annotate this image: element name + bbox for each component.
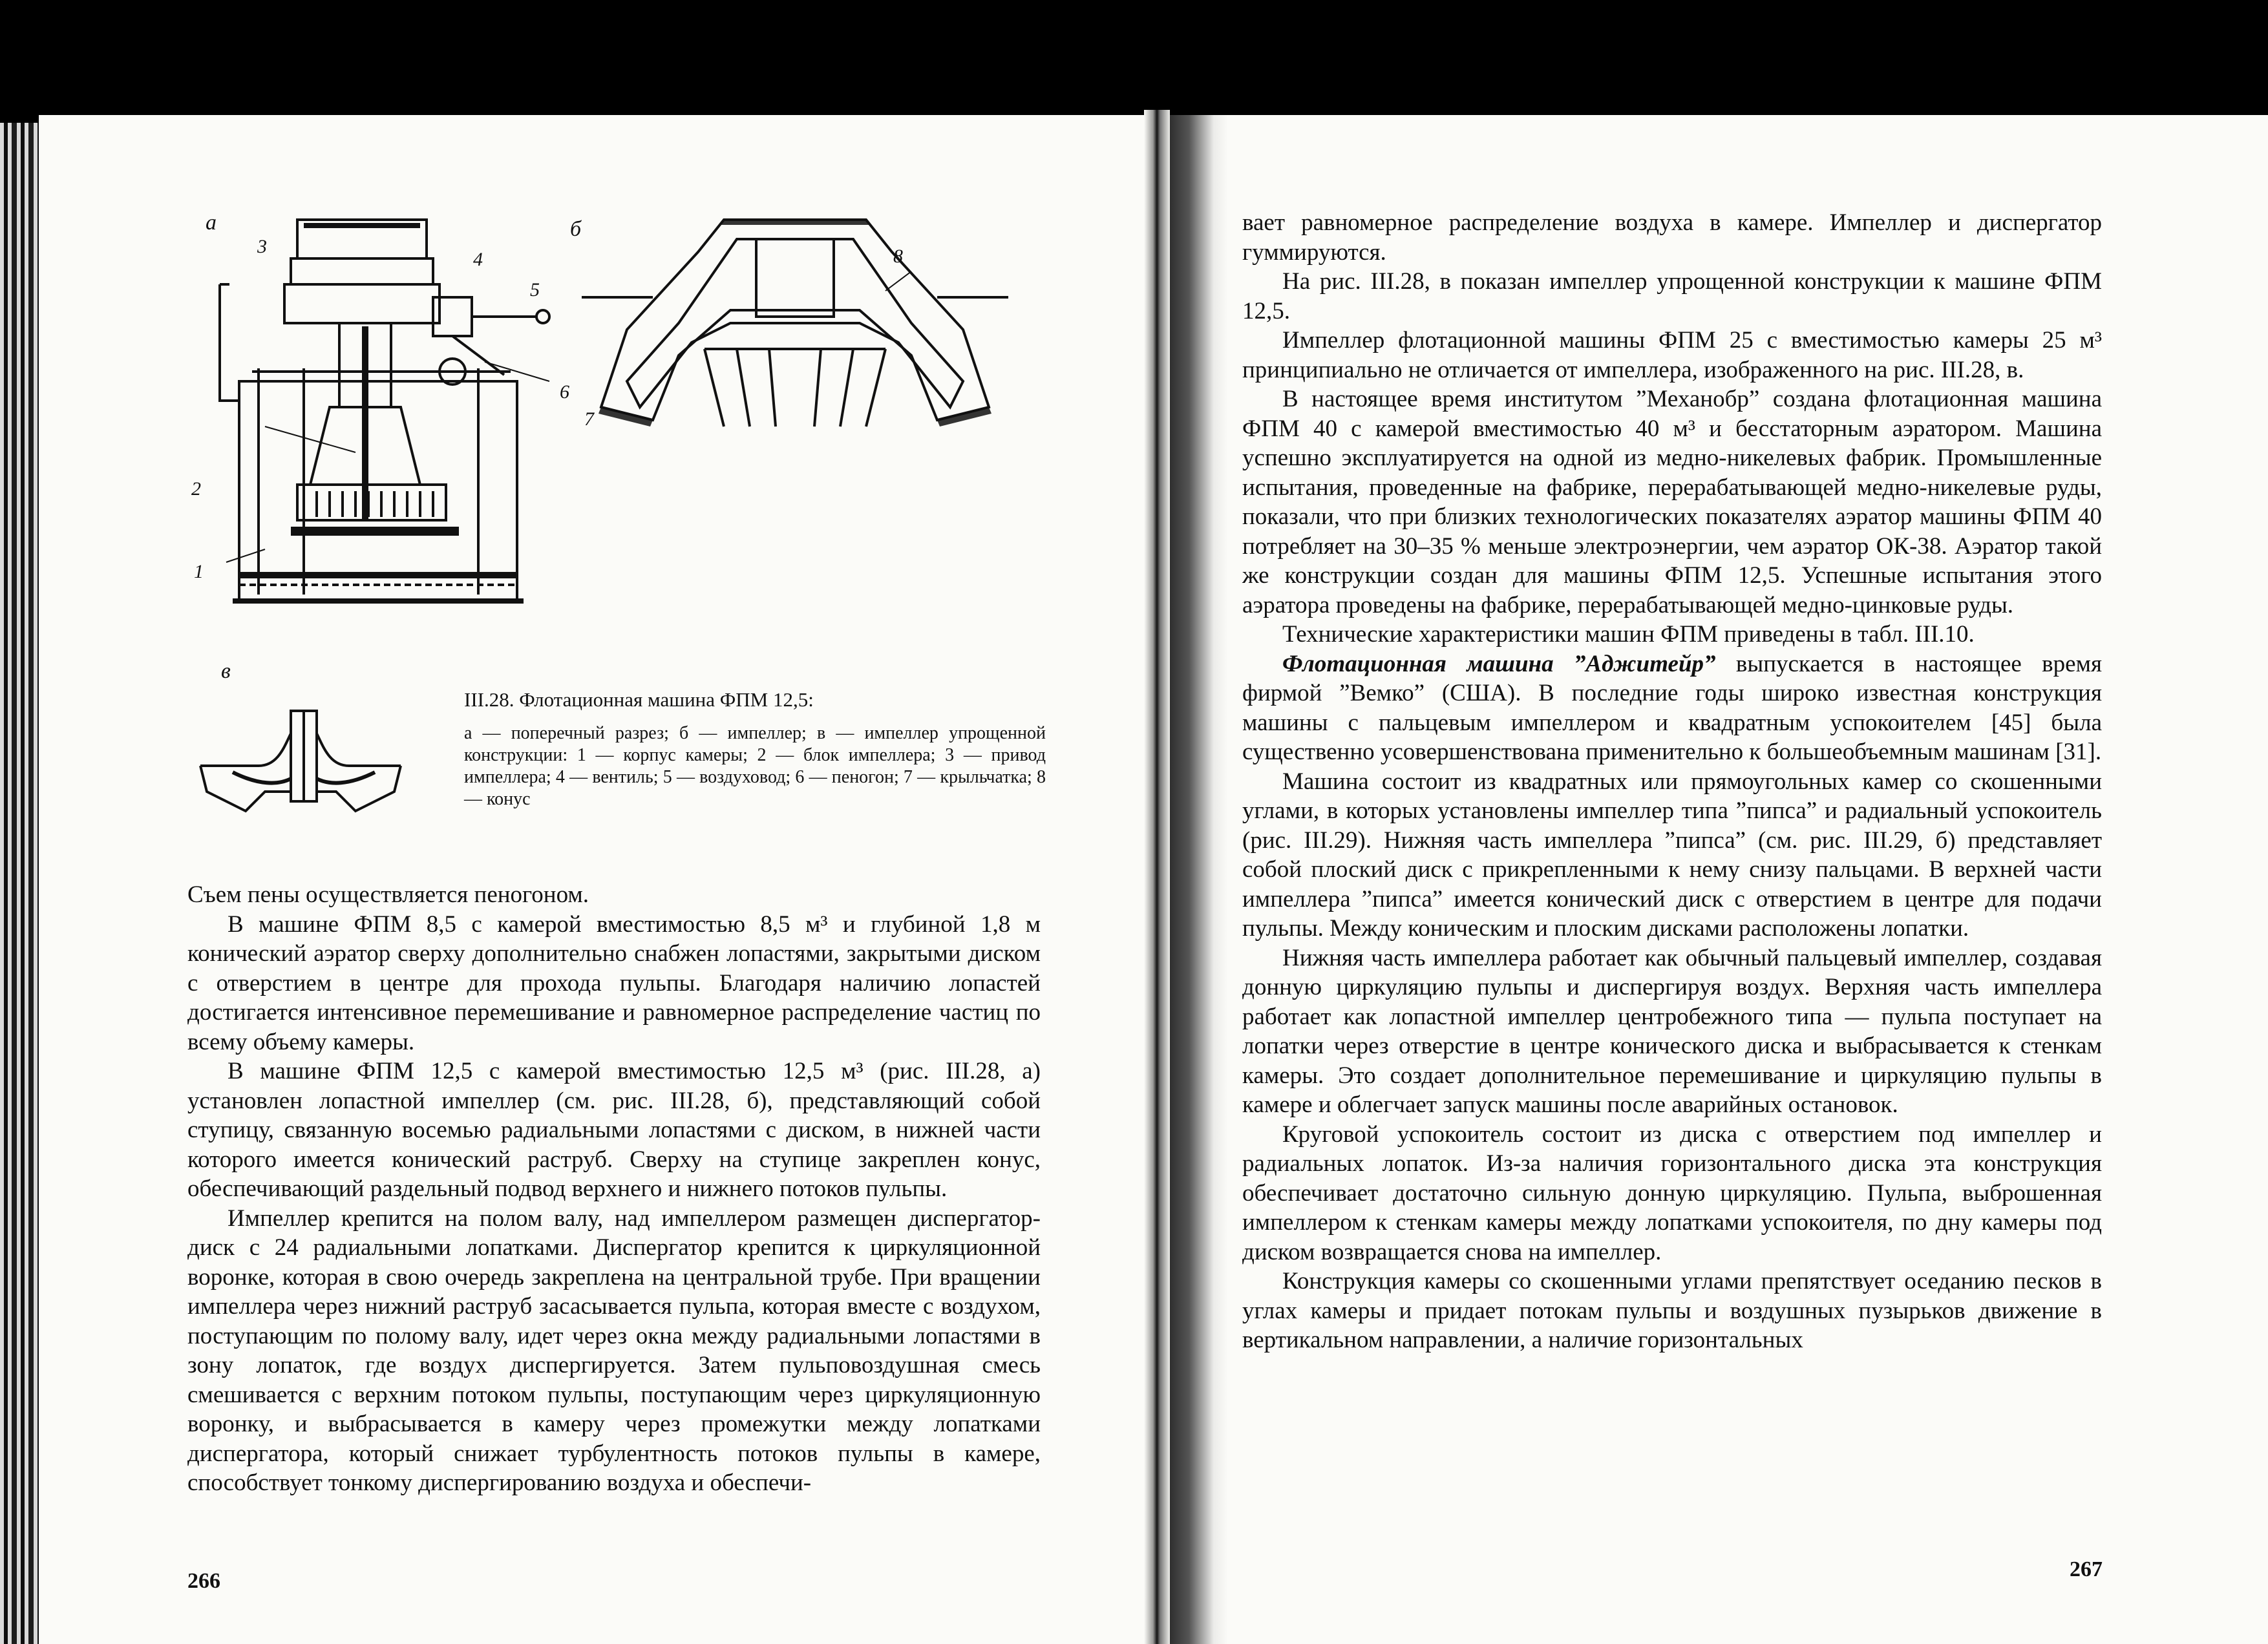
part-label-8: 8: [893, 246, 903, 267]
part-label-1: 1: [194, 561, 204, 582]
paragraph: В настоящее время институтом ”Механобр” создана флотационная машина ФПМ 40 с камерой вместимостью 40 м³ и бесстаторным аэратором. Машина успешно эксплуатируется на одной из медно-никелевых фабрик. Промышленные испытания, проведенные на фабрике, перерабатывающей медно-никелевые руды, показали, что при близких технологических показателях аэратор машины ФПМ 40 потребляет на 30–35 % меньше электроэнергии, чем аэратор ОК-38. Аэратор такой же конструкции создан для машины ФПМ 12,5. Успешные испытания этого аэратора проведены на фабрике, перерабатывающей медно-цинковые руды.: [1242, 386, 2102, 618]
part-label-2: 2: [191, 478, 201, 500]
agitair-title: Флотационная машина ”Аджитейр”: [1282, 650, 1716, 677]
paragraph: На рис. III.28, в показан импеллер упрощенной конструкции к машине ФПМ 12,5.: [1242, 268, 2102, 324]
paragraph: Импеллер крепится на полом валу, над импеллером размещен диспергатор-диск с 24 радиальными лопатками. Диспергатор крепится к циркуляционной воронке, которая в свою очередь закреплена на центральной трубе. При вращении импеллера через нижний раструб засасывается пульпа, которая вместе с воздухом, поступающим по полому валу, идет через окна между радиальными лопастями в зону лопаток, где воздух диспергируется. Затем пульповоздушная смесь смешивается с верхним потоком пульпы, поступающим через циркуляционную воронку, и выбрасывается в камеру через промежутки между лопатками диспергатора, который снижает турбулентность потоков пульпы в камере, способствует тонкому диспергированию воздуха и обеспечи-: [187, 1205, 1041, 1496]
figure-label-a: а: [206, 211, 217, 235]
paragraph: Импеллер флотационной машины ФПМ 25 с вместимостью камеры 25 м³ принципиально не отличается от импеллера, изображенного на рис. III.28, в.: [1242, 327, 2102, 383]
part-label-5: 5: [530, 279, 540, 300]
paragraph: Съем пены осуществляется пеногоном.: [187, 881, 589, 908]
paragraph: Круговой успокоитель состоит из диска с отверстием под импеллер и радиальных лопаток. Из-за наличия горизонтального диска эта конструкция обеспечивает достаточно сильную донную циркуляцию. Пульпа, выброшенная импеллером к стенкам камеры между лопатками успокоителя, по дну камеры под диском возвращается снова на импеллер.: [1242, 1121, 2102, 1265]
paragraph: В машине ФПМ 12,5 с камерой вместимостью 12,5 м³ (рис. III.28, а) установлен лопастной импеллер (см. рис. III.28, б), представляющий собой ступицу, связанную восемью радиальными лопастями с диском, в нижней части которого имеется конический раструб. Сверху на ступице закреплен конус, обеспечивающий раздельный подвод верхнего и нижнего потоков пульпы.: [187, 1058, 1041, 1202]
paragraph-agitair: [1242, 649, 2102, 767]
part-label-4: 4: [473, 249, 483, 270]
paragraph: вает равномерное распределение воздуха в камере. Импеллер и диспергатор гуммируются.: [1242, 209, 2102, 266]
figure-label-v: в: [221, 659, 231, 683]
page-number-left: 266: [187, 1569, 220, 1593]
figure-caption-text: а — поперечный разрез; б — импеллер; в — импеллер упрощенной конструкции: 1 — корпус камеры; 2 — блок импеллера; 3 — привод импеллера; 4 — вентиль; 5 — воздуховод; 6 — пеногон; 7 — крыльчатка; 8 — конус: [464, 723, 1046, 809]
left-page-text: [187, 880, 1041, 1498]
book-gutter: [1144, 110, 1170, 1644]
agitair-text: выпускается в настоящее время фирмой ”Вемко” (США). В последние годы широко известная конструкция машины с пальцевым импеллером и квадратным успокоителем [45] была существенно усовершенствована применительно к большеобъемным машинам [31].: [1242, 650, 2102, 765]
paragraph: В машине ФПМ 8,5 с камерой вместимостью 8,5 м³ и глубиной 1,8 м конический аэратор сверху дополнительно снабжен лопастями, закрытыми диском с отверстием в центре для прохода пульпы. Благодаря наличию лопастей достигается интенсивное перемешивание и равномерное распределение частиц по всему объему камеры.: [187, 911, 1041, 1055]
figure-a-cross-section: [200, 213, 575, 627]
right-page-text: [1242, 208, 2102, 1355]
part-label-6: 6: [560, 381, 569, 403]
paragraph: Машина состоит из квадратных или прямоугольных камер со скошенными углами, в которых установлены импеллер типа ”пипса” и радиальный успокоитель (рис. III.29). Нижняя часть импеллера ”пипса” (см. рис. III.29, б) представляет собой плоский диск с прикрепленными к нему снизу пальцами. В верхней части импеллера ”пипса” имеется конический диск с отверстием в центре для подачи пульпы. Между коническим и плоским дисками расположены лопатки.: [1242, 768, 2102, 942]
figure-v-simplified-impeller: [194, 708, 407, 837]
paragraph: Конструкция камеры со скошенными углами препятствует оседанию песков в углах камеры и придает потокам пульпы и воздушных пузырьков движение в вертикальном направлении, а наличие горизонтальных: [1242, 1268, 2102, 1353]
part-label-7: 7: [584, 408, 594, 430]
page-number-right: 267: [2070, 1557, 2103, 1581]
part-label-3: 3: [257, 236, 267, 257]
paragraph: Нижняя часть импеллера работает как обычный пальцевый импеллер, создавая донную циркуляцию пульпы и диспергируя воздух. Верхняя часть импеллера работает как лопастной импеллер центробежного типа — пульпа поступает на лопатки через отверстие в центре конического диска и выбрасывается к стенкам камеры. Это создает дополнительное перемешивание и циркуляцию пульпы в камере и облегчает запуск машины после аварийных остановок.: [1242, 944, 2102, 1118]
figure-caption-title: III.28. Флотационная машина ФПМ 12,5:: [464, 688, 814, 711]
figure-b-impeller: [575, 213, 1015, 439]
figure-label-b: б: [570, 217, 582, 241]
paragraph: Технические характеристики машин ФПМ приведены в табл. III.10.: [1282, 621, 1975, 648]
